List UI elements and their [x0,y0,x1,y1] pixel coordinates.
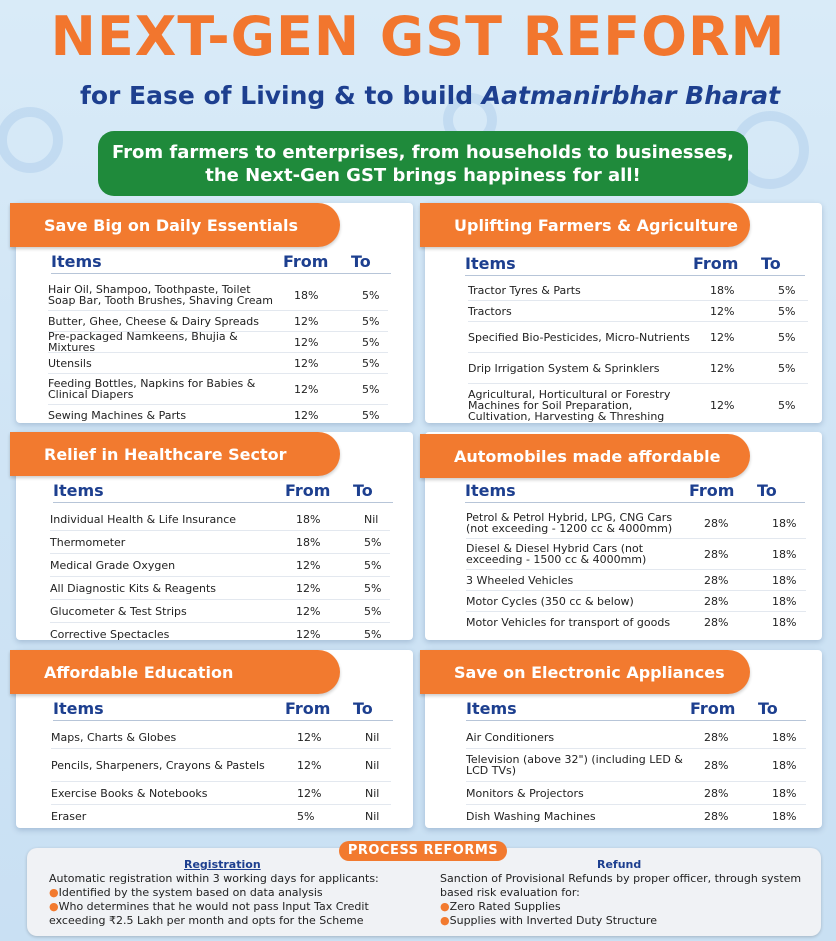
cell-item: Maps, Charts & Globes [51,730,177,744]
cell-from: 18% [296,512,321,526]
cell-to: 5% [778,361,796,375]
column-header-to: To [761,254,781,273]
cell-item: Dish Washing Machines [466,809,596,823]
table-header [465,254,805,276]
table-row [48,280,388,311]
cell-item: Hair Oil, Shampoo, Toothpaste, Toilet Soap Bar, Tooth Brushes, Shaving Cream [48,283,273,307]
table-row [466,508,806,539]
cell-item: 3 Wheeled Vehicles [466,573,574,587]
column-header-items: Items [465,254,516,273]
cell-to: 5% [362,335,380,349]
table-row [51,726,391,749]
cell-from: 12% [294,408,319,422]
cell-to: 18% [772,730,797,744]
cell-item: Medical Grade Oxygen [50,558,176,572]
cell-from: 12% [297,758,322,772]
cell-to: Nil [365,809,380,823]
cell-from: 12% [296,558,321,572]
table-row [48,353,388,374]
column-header-from: From [690,699,736,718]
cell-from: 12% [710,398,735,412]
cell-item: All Diagnostic Kits & Reagents [50,581,217,595]
column-header-from: From [285,481,331,500]
cell-to: 18% [772,615,797,629]
save-big-on-daily-essentials-heading: Save Big on Daily Essentials [10,203,340,247]
table-header [465,481,805,503]
cell-to: 5% [778,330,796,344]
refund-intro: Sanction of Provisional Refunds by proper officer, through system based risk evaluation for: [440,872,802,899]
table-row [48,405,388,425]
cell-from: 12% [294,356,319,370]
process-reforms-title: PROCESS REFORMS [339,841,507,861]
table-header [53,699,393,721]
cell-item: Motor Vehicles for transport of goods [466,615,671,629]
cell-to: 18% [772,758,797,772]
cell-item: Motor Cycles (350 cc & below) [466,594,634,608]
relief-in-healthcare-sector-heading: Relief in Healthcare Sector [10,432,340,476]
table-row [51,782,391,805]
cell-from: 12% [297,786,322,800]
cell-item: Pencils, Sharpeners, Crayons & Pastels [51,758,265,772]
table-row [50,554,390,577]
cell-to: 5% [364,627,382,641]
table-header [53,481,393,503]
cell-to: 5% [364,604,382,618]
table-body [466,726,806,827]
automobiles-made-affordable-heading: Automobiles made affordable [420,434,750,478]
cell-from: 12% [710,330,735,344]
table-row [50,531,390,554]
page-title: NEXT-GEN GST REFORM [50,5,786,68]
cell-from: 28% [704,615,729,629]
cell-item: Exercise Books & Notebooks [51,786,208,800]
table-body [468,280,808,426]
column-header-items: Items [53,481,104,500]
cell-from: 12% [296,581,321,595]
cell-to: Nil [365,730,380,744]
cell-item: Feeding Bottles, Napkins for Babies & Clinical Diapers [48,377,256,401]
cell-to: 18% [772,547,797,561]
cell-to: 18% [772,809,797,823]
cell-item: Air Conditioners [466,730,555,744]
column-header-to: To [757,481,777,500]
table-row [466,570,806,591]
cell-to: 5% [362,382,380,396]
cell-to: 18% [772,573,797,587]
cell-item: Drip Irrigation System & Sprinklers [468,361,660,375]
cell-item: Tractors [468,304,512,318]
cell-item: Monitors & Projectors [466,786,584,800]
cell-from: 12% [294,335,319,349]
table-row [466,539,806,570]
table-row [468,384,808,426]
save-on-electronic-appliances-heading: Save on Electronic Appliances [420,650,750,694]
cell-to: 5% [362,314,380,328]
banner-line-2: the Next-Gen GST brings happiness for all! [205,164,641,186]
cell-to: 5% [362,408,380,422]
table-row [466,782,806,805]
refund-bullet-1: ●Zero Rated Supplies [440,900,561,913]
table-row [468,353,808,384]
cell-to: 18% [772,594,797,608]
column-header-from: From [693,254,739,273]
column-header-to: To [351,252,371,271]
affordable-education-heading: Affordable Education [10,650,340,694]
cell-to: 5% [362,356,380,370]
table-body [48,280,388,425]
table-row [50,508,390,531]
column-header-items: Items [53,699,104,718]
table-row [50,600,390,623]
column-header-from: From [689,481,735,500]
cell-item: Corrective Spectacles [50,627,170,641]
cell-item: Television (above 32") (including LED & LCD TVs) [466,753,683,777]
cell-to: 5% [364,535,382,549]
page-subtitle: for Ease of Living & to build Aatmanirbhar Bharat [79,81,781,110]
table-row [51,749,391,782]
column-header-items: Items [51,252,102,271]
table-row [48,374,388,405]
cell-from: 28% [704,809,729,823]
cell-to: 5% [364,558,382,572]
column-header-items: Items [466,699,517,718]
cell-to: 5% [362,288,380,302]
cell-item: Diesel & Diesel Hybrid Cars (not exceeding - 1500 cc & 4000mm) [466,542,647,566]
cell-item: Petrol & Petrol Hybrid, LPG, CNG Cars (not exceeding - 1200 cc & 4000mm) [466,511,673,535]
table-row [50,577,390,600]
cell-from: 12% [296,627,321,641]
cell-item: Tractor Tyres & Parts [468,283,581,297]
table-row [468,301,808,322]
refund-heading: Refund [597,858,642,871]
cell-item: Individual Health & Life Insurance [50,512,237,526]
table-row [466,591,806,612]
cell-to: Nil [365,786,380,800]
table-body [50,508,390,645]
cell-item: Eraser [51,809,87,823]
cell-from: 12% [710,304,735,318]
column-header-to: To [353,699,373,718]
cell-from: 18% [710,283,735,297]
cell-item: Utensils [48,356,92,370]
table-header [51,252,391,274]
column-header-from: From [285,699,331,718]
cell-from: 5% [297,809,315,823]
column-header-to: To [353,481,373,500]
table-row [48,332,388,353]
cell-from: 28% [704,573,729,587]
cell-to: 5% [778,398,796,412]
cell-from: 28% [704,786,729,800]
cell-to: 5% [778,304,796,318]
table-row [466,612,806,632]
cell-to: Nil [365,758,380,772]
cell-to: 5% [364,581,382,595]
cell-item: Glucometer & Test Strips [50,604,187,618]
table-row [50,623,390,645]
cell-item: Agricultural, Horticultural or Forestry Machines for Soil Preparation, Cultivation, Harvesting & Threshing [468,387,671,423]
cell-item: Pre-packaged Namkeens, Bhujia & Mixtures [48,330,238,354]
cell-to: 18% [772,786,797,800]
table-row [48,311,388,332]
column-header-from: From [283,252,329,271]
cell-from: 18% [294,288,319,302]
table-body [466,508,806,632]
uplifting-farmers-agriculture-heading: Uplifting Farmers & Agriculture [420,203,750,247]
refund-bullet-2: ●Supplies with Inverted Duty Structure [440,914,657,927]
cell-from: 18% [296,535,321,549]
table-row [468,280,808,301]
green-banner [98,131,748,196]
cell-from: 12% [297,730,322,744]
table-row [468,322,808,353]
cell-to: 18% [772,516,797,530]
cell-to: 5% [778,283,796,297]
cell-from: 28% [704,516,729,530]
cell-from: 12% [296,604,321,618]
cell-item: Specified Bio-Pesticides, Micro-Nutrients [468,330,690,344]
registration-heading: Registration [184,858,261,871]
cell-from: 28% [704,547,729,561]
cell-item: Butter, Ghee, Cheese & Dairy Spreads [48,314,259,328]
registration-bullet-1: ●Identified by the system based on data analysis [49,886,323,899]
cell-from: 12% [294,314,319,328]
table-row [466,749,806,782]
cell-from: 28% [704,758,729,772]
column-header-to: To [758,699,778,718]
cell-item: Sewing Machines & Parts [48,408,187,422]
table-row [466,805,806,827]
table-header [466,699,806,721]
cell-item: Thermometer [50,535,126,549]
column-header-items: Items [465,481,516,500]
cell-from: 28% [704,730,729,744]
banner-line-1: From farmers to enterprises, from households to businesses, [112,141,734,163]
cell-from: 28% [704,594,729,608]
registration-bullet-2: ●Who determines that he would not pass Input Tax Credit exceeding ₹2.5 Lakh per month and opts for the Scheme [49,900,369,927]
table-row [466,726,806,749]
table-row [51,805,391,827]
table-body [51,726,391,827]
cell-to: Nil [364,512,379,526]
cell-from: 12% [710,361,735,375]
registration-intro: Automatic registration within 3 working days for applicants: [49,872,379,885]
cell-from: 12% [294,382,319,396]
